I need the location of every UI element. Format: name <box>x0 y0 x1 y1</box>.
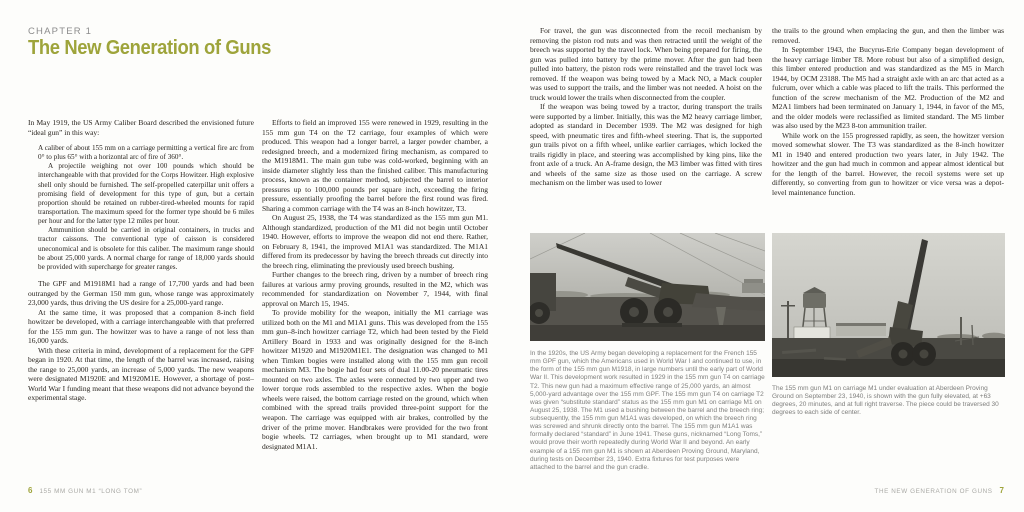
paragraph: On August 25, 1938, the T4 was standardized as the 155 mm gun M1. Although standardized, production of the M1 did not begin until October 1940. However, efforts to improve the weapon did not end there. Rather, on February 8, 1941, the improved M1A1 was standardized. The M1A1 differed from its predecessor by having the breech threads cut directly into the breech ring, eliminating the previously used breech bushing. <box>262 213 488 270</box>
long-tom-travel-photo-illustration <box>530 233 765 341</box>
paragraph: If the weapon was being towed by a tractor, during transport the trails were supported by a limber. Initially, this was the M2 heavy carriage limber, adopted as standard in December 1939. The M2 was designed for high speed, with pneumatic tires and fifth-wheel steering. That is, the supported gun trails pivot on a fifth wheel, unlike earlier carriages, which locked the trails rigidly in place, and steering was accomplished by king pins, like the front axle of a truck. An A-frame design, the M3 limber was fitted with tires and wheels of the same size as those used on the carriage. A screw mechanism on the limber was used to lower <box>530 102 762 188</box>
block-quote <box>38 144 254 272</box>
chapter-header <box>28 26 292 60</box>
foreground-dirt <box>530 325 765 341</box>
distant-hangar <box>836 323 886 336</box>
paragraph: the trails to the ground when emplacing the gun, and then the limber was removed. <box>772 26 1004 45</box>
quote-paragraph: A caliber of about 155 mm on a carriage permitting a vertical fire arc from 0° to plus 65° with a horizontal arc of fire of 360°. <box>38 144 254 162</box>
running-title-right: THE NEW GENERATION OF GUNS <box>874 488 993 495</box>
photo-long-tom-elevated <box>772 233 1005 377</box>
paragraph: Further changes to the breech ring, driven by a number of breech ring failures at various army proving grounds, resulted in the M2, which was recommended for standardization on November 7, 1944, with final approval on March 15, 1945. <box>262 270 488 308</box>
right-page-footer <box>875 486 1004 495</box>
chapter-label: CHAPTER 1 <box>28 26 93 37</box>
quote-paragraph: Ammunition should be carried in original containers, in trucks and tractor caissons. The conventional type of caisson is considered uneconomical and is obsolete for this caliber. The maximum range should be about 25,000 yards. A normal charge for range of 18,000 yards should be provided with supercharge for greater ranges. <box>38 226 254 271</box>
foreground-mud <box>772 359 1005 377</box>
left-page-column-1 <box>28 118 254 470</box>
right-page-column-1 <box>530 26 762 228</box>
paragraph: Efforts to field an improved 155 were renewed in 1929, resulting in the 155 mm gun T4 on the T2 carriage, four examples of which were produced. This weapon had a longer barrel, a larger powder chamber, a redesigned breech, and a modernized firing mechanism, as compared to the M1918M1. The main gun tube was cold-worked, beginning with an inside diameter slightly less than the finished caliber. This manufacturing process, known as the container method, subjected the barrel to interior pressures up to 100,000 pounds per square inch, exceeding the firing pressure, essentially proofing the barrel before the first round was fired. Sharing a common carriage with the T4 was an 8-inch howitzer, T3. <box>262 118 488 213</box>
paragraph: At the same time, it was proposed that a companion 8-inch field howitzer be developed, with a carriage interchangeable with that preferred for the 155 mm gun. The howitzer was to have a range of not less than 16,000 yards. <box>28 307 254 346</box>
right-page-column-2 <box>772 26 1004 228</box>
sky <box>772 233 1005 343</box>
page-number-left: 6 <box>28 486 33 495</box>
paragraph: In May 1919, the US Army Caliber Board described the envisioned future “ideal gun” in this way: <box>28 118 254 137</box>
page-title: The New Generation of Guns <box>28 37 271 59</box>
photo1-caption: In the 1920s, the US Army began developing a replacement for the French 155 mm GPF gun, which the Americans used in World War I and continued to use, in the form of the 155 mm gun M1918, in large numbers until the early part of World War II. This development work resulted in 1929 in the 155 mm gun T4 on carriage T2. This new gun had a maximum effective range of 25,000 yards, an almost 5,000-yard advantage over the 155 mm GPF. The 155 mm gun T4 on carriage T2 was given “substitute standard” status as the 155 mm gun M1 on carriage M1 on August 25, 1938. The M1 used a bushing between the barrel and the breech ring; subsequently, the 155 mm gun M1A1 was developed, on which the breech ring was screwed and shrunk directly onto the barrel. The 155 mm gun M1A1 was formally declared “standard” in June 1941. These guns, nicknamed “Long Toms,” would prove their worth repeatedly during World War II and beyond. An early example of a 155 mm gun M1 is shown at Aberdeen Proving Ground, Maryland, during tests on December 23, 1940. Extra fixtures for test purposes were attached to the barrel and the gun cradle. <box>530 350 765 471</box>
paragraph: In September 1943, the Bucyrus-Erie Company began development of the heavy carriage limber T8. More robust but also of a simplified design, this limber entered production and was standardized as the M5 in March 1944, by OCM 23188. The M5 had a straight axle with an arc that acted as a fulcrum, over which a cable was placed to lift the trails. This performed the function of the screw mechanism of the M2. Production of the M2 and M2A1 limbers had been terminated on January 1, 1944, in favor of the M5, and the older models were reclassified as limited standard. The M5 limber was also used by the M23 8-ton ammunition trailer. <box>772 45 1004 131</box>
photo2-caption: The 155 mm gun M1 on carriage M1 under evaluation at Aberdeen Proving Ground on September 23, 1940, is shown with the gun fully elevated, at +63 degrees, 20 minutes, and at full right traverse. The piece could be traversed 30 degrees to each side of center. <box>772 385 999 417</box>
white-building <box>794 327 830 339</box>
page-number-right: 7 <box>999 486 1004 495</box>
quote-paragraph: A projectile weighing not over 100 pounds which should be interchangeable with that provided for the Corps Howitzer. High explosive shell only should be furnished. The self-propelled caterpillar unit offers a promising field of development for this type of gun, but a certain proportion should be retained on rubber-tired-wheeled mounts for rapid transportation. The maximum speed for the former type should be 6 miles per hour and for the latter type 12 miles per hour. <box>38 162 254 226</box>
paragraph: With these criteria in mind, development of a replacement for the GPF began in 1920. At that time, the length of the barrel was increased, raising the range to 25,000 yards, an increase of 5,000 yards. The new weapons were designated M1920E and M1920M1E. However, a shortage of post–World War I funding meant that these weapons did not advance beyond the experimental stage. <box>28 345 254 403</box>
photo-long-tom-travel-position <box>530 233 765 341</box>
left-page-column-2 <box>262 118 488 484</box>
left-page-footer <box>28 486 142 495</box>
paragraph: To provide mobility for the weapon, initially the M1 carriage was utilized both on the M1 and M1A1 guns. This was developed from the 155 mm gun–8-inch howitzer carriage T2, which had been tested by the Field Artillery Board in 1933 and was originally designed for the 8-inch howitzer M1920 and M1920M1E1. The designation was changed to M1 when Timken bogies were installed along with the 155 mm gun recoil mechanism M3. The bogie had four sets of dual 11.00-20 pneumatic tires mounted on two axles. The axles were connected by two upper and two lower torque rods assembled to the respective axles. When the bogie wheels were raised, the bottom carriage rested on the ground, which when combined with the spread trails provided three-point support for the weapon. The carriage was equipped with air brakes, controlled by the driver of the prime mover. Handbrakes were provided for the two front bogie wheels. T2 carriages, when brought up to M1 standard, were designated M1A1. <box>262 308 488 451</box>
long-tom-elevated-photo-illustration <box>772 233 1005 377</box>
paragraph: While work on the 155 progressed rapidly, as seen, the howitzer version moved somewhat slower. The T3 was standardized as the 8-inch howitzer M1 in 1940 and entered production two years later, in July 1942. The howitzer and the gun had much in common and appear almost identical but for the length of the barrel. However, the recoil systems were set up differently, so converting from gun to howitzer or vice versa was a depot-level maintenance function. <box>772 130 1004 197</box>
paragraph: For travel, the gun was disconnected from the recoil mechanism by removing the piston rod nuts and was then retracted until the weight of the breech was supported by the travel lock. When being prepared for firing, the gun was pulled into battery by the prime mover. After the gun had been pulled into battery, the piston rods were reinstalled and the travel lock was removed. If the weapon was being towed by a Mack NO, a Mack coupler was used to support the trails, and the limber was not needed. A hoist on the truck would lower the trails when disconnected from the coupler. <box>530 26 762 102</box>
running-title-left: 155 MM GUN M1 “LONG TOM” <box>39 488 143 495</box>
paragraph: The GPF and M1918M1 had a range of 17,700 yards and had been outranged by the German 150 mm gun, whose range was approximately 23,000 yards, thus driving the US desire for a 25,000-yard range. <box>28 279 254 308</box>
